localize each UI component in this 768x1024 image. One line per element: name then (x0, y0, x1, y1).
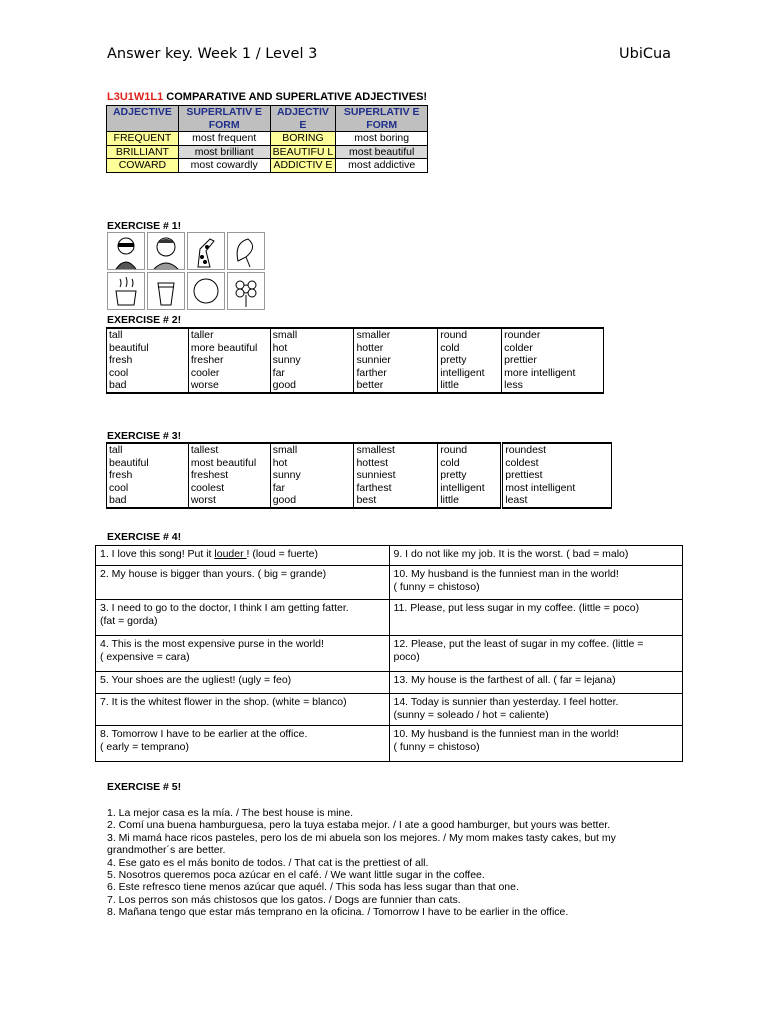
table-cell: better (354, 379, 438, 393)
tall-giraffe-icon (187, 232, 225, 270)
table-cell: 4. This is the most expensive purse in the world! ( expensive = cara) (96, 636, 390, 672)
table-cell: 7. It is the whitest flower in the shop. (white = blanco) (96, 694, 390, 726)
table-cell: coolest (188, 482, 270, 495)
table-cell: most beautiful (188, 457, 270, 470)
table-row (107, 379, 604, 393)
table-cell (96, 546, 390, 566)
table-cell: more intelligent (502, 367, 604, 380)
list-item: 2. Comí una buena hamburguesa, pero la tuya estaba mejor. / I ate a good hamburger, but yours was better. (107, 819, 611, 832)
table-cell: sunniest (354, 469, 438, 482)
table-cell: cool (107, 367, 189, 380)
table-row (107, 132, 428, 146)
table-cell: cool (107, 482, 189, 495)
table-cell: 12. Please, put the least of sugar in my coffee. (little = poco) (389, 636, 683, 672)
table-cell: good (270, 379, 354, 393)
table-cell: farthest (354, 482, 438, 495)
exercise-3-table (106, 442, 612, 509)
lesson-title-text: COMPARATIVE AND SUPERLATIVE ADJECTIVES! (163, 91, 428, 103)
lesson-code: L3U1W1L1 (107, 91, 164, 103)
tall-man-icon (107, 232, 145, 270)
table-cell: worse (188, 379, 270, 393)
exercise-1-images (107, 232, 263, 312)
table-cell: most cowardly (178, 159, 270, 173)
table-row (96, 566, 683, 600)
table-cell: cold (438, 342, 502, 355)
table-cell: prettiest (502, 469, 612, 482)
table-cell: 5. Your shoes are the ugliest! (ugly = feo) (96, 672, 390, 694)
table-cell: BORING (270, 132, 336, 146)
table-cell: most brilliant (178, 145, 270, 159)
table-cell: cooler (188, 367, 270, 380)
table-cell: less (502, 379, 604, 393)
table-cell: hot (270, 342, 354, 355)
sentence-text: 1. I love this song! Put it (100, 548, 215, 560)
table-row (96, 726, 683, 762)
table-row (96, 694, 683, 726)
table-cell: most intelligent (502, 482, 612, 495)
table-cell: 11. Please, put less sugar in my coffee. (little = poco) (389, 600, 683, 636)
table-row (107, 469, 612, 482)
pretty-flower-icon (227, 272, 265, 310)
sentence-text: ! (loud = fuerte) (246, 548, 319, 560)
table-cell: most boring (336, 132, 428, 146)
table-cell: bad (107, 379, 189, 393)
table-cell: intelligent (438, 482, 502, 495)
table-row (107, 367, 604, 380)
table-cell: cold (438, 457, 502, 470)
table-header-row (107, 106, 428, 132)
table-cell: most frequent (178, 132, 270, 146)
table-cell: sunny (270, 354, 354, 367)
header-title: Answer key. Week 1 / Level 3 (107, 46, 318, 62)
table-cell: hottest (354, 457, 438, 470)
table-cell: smaller (354, 328, 438, 342)
table-cell: worst (188, 494, 270, 508)
list-item: 6. Este refresco tiene menos azúcar que aquél. / This soda has less sugar than that one. (107, 881, 519, 894)
answer-text: louder (214, 548, 247, 560)
table-cell: hotter (354, 342, 438, 355)
table-row (96, 600, 683, 636)
exercise-5-label: EXERCISE # 5! (107, 781, 182, 793)
table-cell: tall (107, 328, 189, 342)
table-cell: tallest (188, 443, 270, 457)
table-row (96, 546, 683, 566)
table-row (107, 342, 604, 355)
header-brand: UbiCua (619, 46, 672, 62)
table-cell: roundest (502, 443, 612, 457)
table-cell: sunny (270, 469, 354, 482)
table-cell: freshest (188, 469, 270, 482)
list-item: 3. Mi mamá hace ricos pasteles, pero los de mi abuela son los mejores. / My mom makes tasty cakes, but my grandmother´s are better. (107, 831, 616, 857)
table-cell: fresh (107, 354, 189, 367)
table-cell: 10. My husband is the funniest man in the world! ( funny = chistoso) (389, 726, 683, 762)
table-cell: fresher (188, 354, 270, 367)
table-cell: pretty (438, 354, 502, 367)
table-cell: COWARD (107, 159, 179, 173)
table-cell: far (270, 367, 354, 380)
table-row (107, 159, 428, 173)
table-cell: small (270, 443, 354, 457)
table-cell: 9. I do not like my job. It is the worst. ( bad = malo) (389, 546, 683, 566)
header-cell: ADJECTIV E (270, 106, 336, 132)
table-row (107, 145, 428, 159)
exercise-4-table (95, 545, 683, 762)
table-cell: rounder (502, 328, 604, 342)
table-cell: sunnier (354, 354, 438, 367)
table-cell: bad (107, 494, 189, 508)
cold-drink-icon (147, 272, 185, 310)
table-row (107, 482, 612, 495)
lesson-title (107, 91, 427, 103)
table-cell: little (438, 494, 502, 508)
table-row (107, 494, 612, 508)
exercise-2-label: EXERCISE # 2! (107, 314, 182, 326)
table-cell: good (270, 494, 354, 508)
table-cell: most addictive (336, 159, 428, 173)
table-cell: fresh (107, 469, 189, 482)
round-circle-icon (187, 272, 225, 310)
adjective-table (106, 105, 428, 173)
list-item: 8. Mañana tengo que estar más temprano en la oficina. / Tomorrow I have to be earlier in the office. (107, 906, 569, 919)
table-cell: FREQUENT (107, 132, 179, 146)
table-cell: far (270, 482, 354, 495)
hot-pot-icon (107, 272, 145, 310)
list-item: 1. La mejor casa es la mía. / The best house is mine. (107, 807, 354, 819)
exercise-2-table (106, 327, 604, 394)
exercise-5-list (107, 807, 667, 919)
table-cell: small (270, 328, 354, 342)
list-item: 4. Ese gato es el más bonito de todos. / That cat is the prettiest of all. (107, 856, 429, 869)
header-cell: ADJECTIVE (107, 106, 179, 132)
table-cell: colder (502, 342, 604, 355)
table-cell: beautiful (107, 457, 189, 470)
table-cell: little (438, 379, 502, 393)
table-cell: 3. I need to go to the doctor, I think I am getting fatter. (fat = gorda) (96, 600, 390, 636)
table-cell: hot (270, 457, 354, 470)
table-cell: best (354, 494, 438, 508)
table-cell: taller (188, 328, 270, 342)
list-item: 7. Los perros son más chistosos que los gatos. / Dogs are funnier than cats. (107, 893, 461, 906)
table-cell: coldest (502, 457, 612, 470)
table-cell: round (438, 443, 502, 457)
table-row (107, 328, 604, 342)
table-cell: 2. My house is bigger than yours. ( big = grande) (96, 566, 390, 600)
table-cell: prettier (502, 354, 604, 367)
table-cell: pretty (438, 469, 502, 482)
table-cell: beautiful (107, 342, 189, 355)
header-cell: SUPERLATIV E FORM (178, 106, 270, 132)
list-item: 5. Nosotros queremos poca azúcar en el café. / We want little sugar in the coffee. (107, 869, 485, 882)
beautiful-flower-icon (227, 232, 265, 270)
table-cell: most beautiful (336, 145, 428, 159)
table-cell: 14. Today is sunnier than yesterday. I feel hotter. (sunny = soleado / hot = caliente) (389, 694, 683, 726)
table-cell: least (502, 494, 612, 508)
header-cell: SUPERLATIV E FORM (336, 106, 428, 132)
table-cell: farther (354, 367, 438, 380)
table-cell: tall (107, 443, 189, 457)
table-cell: 13. My house is the farthest of all. ( far = lejana) (389, 672, 683, 694)
exercise-4-label: EXERCISE # 4! (107, 531, 182, 543)
table-cell: BRILLIANT (107, 145, 179, 159)
table-cell: 10. My husband is the funniest man in the world! ( funny = chistoso) (389, 566, 683, 600)
exercise-1-label: EXERCISE # 1! (107, 220, 182, 232)
table-row (107, 457, 612, 470)
table-cell: BEAUTIFU L (270, 145, 336, 159)
table-row (96, 672, 683, 694)
table-cell: ADDICTIV E (270, 159, 336, 173)
table-cell: more beautiful (188, 342, 270, 355)
table-cell: round (438, 328, 502, 342)
table-row (107, 443, 612, 457)
table-cell: 8. Tomorrow I have to be earlier at the office. ( early = temprano) (96, 726, 390, 762)
table-cell: intelligent (438, 367, 502, 380)
table-cell: smallest (354, 443, 438, 457)
table-row (107, 354, 604, 367)
table-row (96, 636, 683, 672)
good-boy-icon (147, 232, 185, 270)
exercise-3-label: EXERCISE # 3! (107, 430, 182, 442)
